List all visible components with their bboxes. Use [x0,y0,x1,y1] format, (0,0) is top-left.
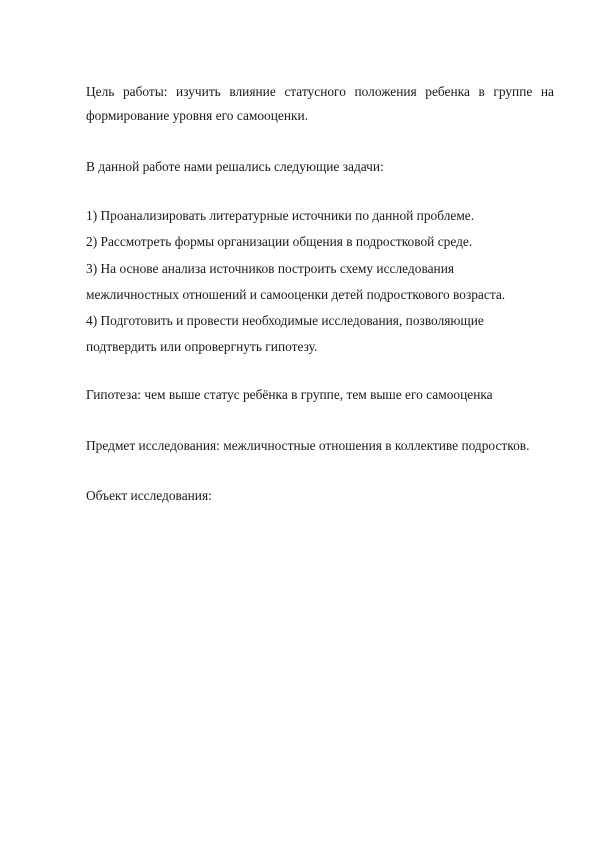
research-object: Объект исследования: [86,488,212,503]
goal-line-1: Цель работы: изучить влияние статусного положения ребенка в группе на [86,84,554,99]
hypothesis: Гипотеза: чем выше статус ребёнка в группе, тем выше его самооценка [86,387,493,402]
goal-line-2: формирование уровня его самооценки. [86,108,309,123]
research-subject: Предмет исследования: межличностные отношения в коллективе подростков. [86,438,530,453]
task-2: 2) Рассмотреть формы организации общения в подростковой среде. [86,234,473,249]
task-4-line-1: 4) Подготовить и провести необходимые исследования, позволяющие [86,313,484,328]
tasks-intro: В данной работе нами решались следующие задачи: [86,159,384,174]
task-1: 1) Проанализировать литературные источники по данной проблеме. [86,208,475,223]
task-3-line-1: 3) На основе анализа источников построить схему исследования [86,261,455,276]
task-3-line-2: межличностных отношений и самооценки детей подросткового возраста. [86,287,506,302]
task-4-line-2: подтвердить или опровергнуть гипотезу. [86,339,318,354]
